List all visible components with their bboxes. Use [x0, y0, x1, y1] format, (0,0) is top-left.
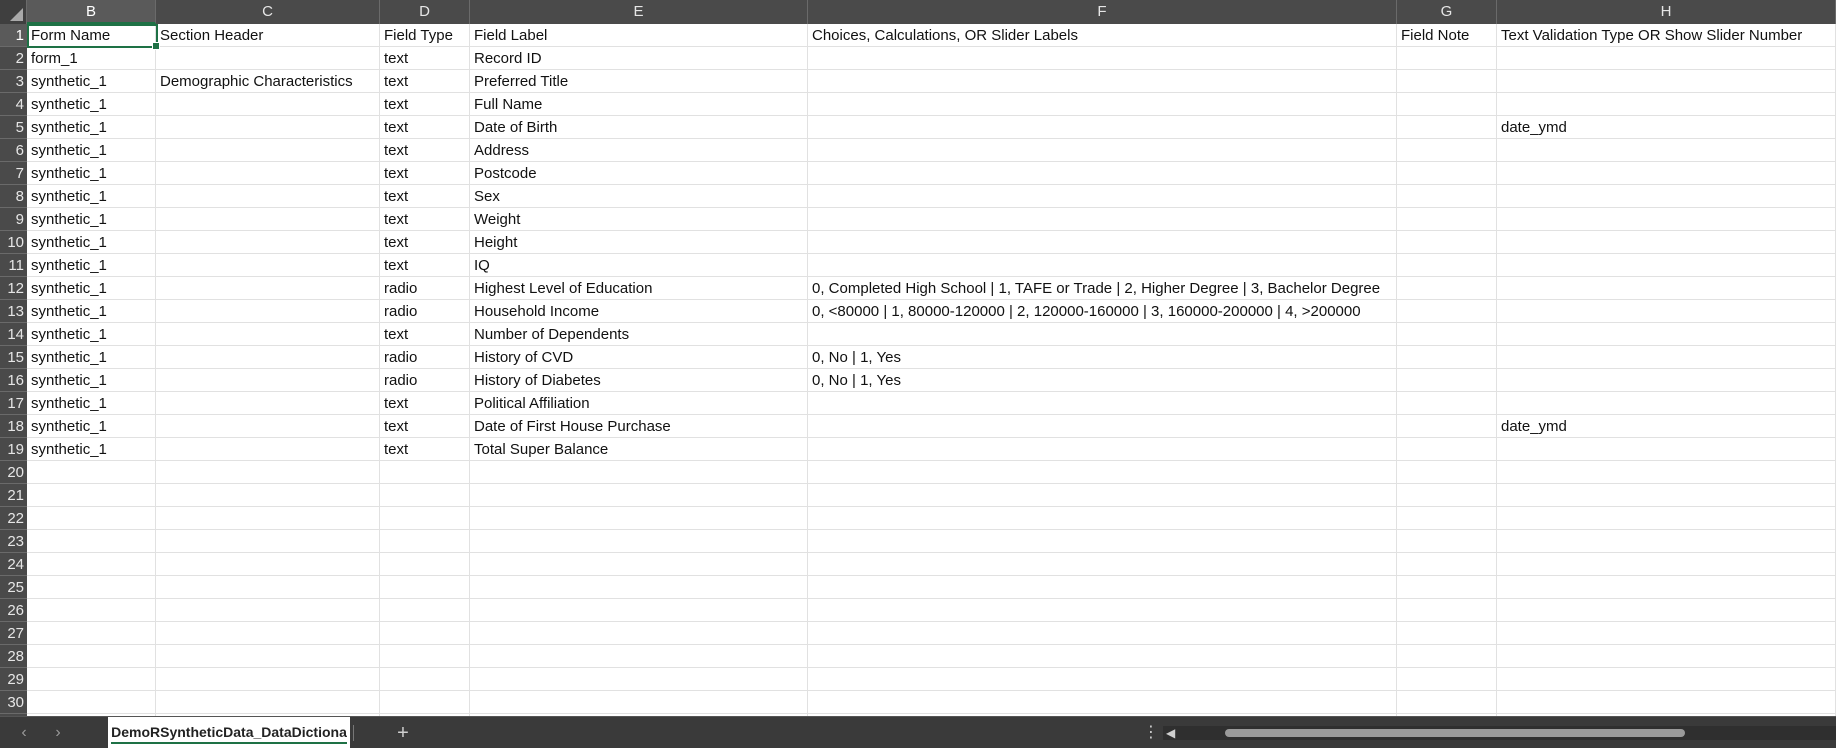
gridline-horizontal — [27, 552, 1836, 553]
gridline-horizontal — [27, 230, 1836, 231]
table-cell[interactable]: radio — [384, 303, 418, 320]
header-cell[interactable]: Section Header — [160, 27, 264, 44]
row-header-10[interactable]: 10 — [0, 231, 27, 254]
vertical-ellipsis-icon[interactable]: ⋮ — [1143, 724, 1159, 741]
table-cell[interactable]: Full Name — [474, 96, 543, 113]
table-cell[interactable]: text — [384, 326, 409, 343]
table-cell[interactable]: synthetic_1 — [31, 395, 107, 412]
table-cell[interactable]: Household Income — [474, 303, 600, 320]
row-header-13[interactable]: 13 — [0, 300, 27, 323]
table-cell[interactable]: synthetic_1 — [31, 326, 107, 343]
table-cell[interactable]: text — [384, 50, 409, 67]
table-cell[interactable]: text — [384, 188, 409, 205]
gridline-horizontal — [27, 621, 1836, 622]
row-header-11[interactable]: 11 — [0, 254, 27, 277]
gridline-horizontal — [27, 506, 1836, 507]
table-cell[interactable]: text — [384, 73, 409, 90]
header-cell[interactable]: Choices, Calculations, OR Slider Labels — [812, 27, 1078, 44]
row-header-28[interactable]: 28 — [0, 645, 27, 668]
table-cell[interactable]: Address — [474, 142, 530, 159]
table-cell[interactable]: synthetic_1 — [31, 257, 107, 274]
table-cell[interactable]: text — [384, 211, 409, 228]
row-header-4[interactable]: 4 — [0, 93, 27, 116]
table-cell[interactable]: synthetic_1 — [31, 418, 107, 435]
row-header-18[interactable]: 18 — [0, 415, 27, 438]
row-header-1[interactable]: 1 — [0, 24, 27, 47]
row-header-27[interactable]: 27 — [0, 622, 27, 645]
row-header-8[interactable]: 8 — [0, 185, 27, 208]
row-header-22[interactable]: 22 — [0, 507, 27, 530]
table-cell[interactable]: Date of Birth — [474, 119, 558, 136]
gridline-horizontal — [27, 713, 1836, 714]
sheet-tab-active[interactable] — [108, 717, 350, 748]
table-cell[interactable]: Height — [474, 234, 518, 251]
row-header-16[interactable]: 16 — [0, 369, 27, 392]
table-cell[interactable]: Date of First House Purchase — [474, 418, 671, 435]
table-cell[interactable]: synthetic_1 — [31, 349, 107, 366]
row-header-30[interactable]: 30 — [0, 691, 27, 714]
row-header-14[interactable]: 14 — [0, 323, 27, 346]
column-header-bar — [0, 0, 1836, 24]
table-cell[interactable]: Sex — [474, 188, 500, 205]
column-header-d[interactable]: D — [380, 0, 470, 24]
row-header-6[interactable]: 6 — [0, 139, 27, 162]
table-cell[interactable]: synthetic_1 — [31, 119, 107, 136]
table-cell[interactable]: radio — [384, 372, 418, 389]
gridline-horizontal — [27, 460, 1836, 461]
gridline-horizontal — [27, 529, 1836, 530]
table-cell[interactable]: synthetic_1 — [31, 73, 107, 90]
table-cell[interactable]: Number of Dependents — [474, 326, 630, 343]
gridline-horizontal — [27, 575, 1836, 576]
header-cell[interactable]: Field Type — [384, 27, 453, 44]
table-cell[interactable]: 0, No | 1, Yes — [812, 349, 901, 366]
row-header-12[interactable]: 12 — [0, 277, 27, 300]
table-cell[interactable]: text — [384, 418, 409, 435]
table-cell[interactable]: form_1 — [31, 50, 78, 67]
table-cell[interactable]: Weight — [474, 211, 521, 228]
header-cell[interactable]: Text Validation Type OR Show Slider Number — [1501, 27, 1803, 44]
table-cell[interactable]: synthetic_1 — [31, 280, 107, 297]
row-header-20[interactable]: 20 — [0, 461, 27, 484]
row-header-29[interactable]: 29 — [0, 668, 27, 691]
row-header-23[interactable]: 23 — [0, 530, 27, 553]
gridline-horizontal — [27, 483, 1836, 484]
column-header-g[interactable]: G — [1397, 0, 1497, 24]
gridline-horizontal — [27, 184, 1836, 185]
plus-icon[interactable]: + — [397, 722, 409, 744]
table-cell[interactable]: text — [384, 142, 409, 159]
row-header-7[interactable]: 7 — [0, 162, 27, 185]
table-cell[interactable]: synthetic_1 — [31, 372, 107, 389]
table-cell[interactable]: synthetic_1 — [31, 303, 107, 320]
row-header-26[interactable]: 26 — [0, 599, 27, 622]
column-header-f[interactable]: F — [808, 0, 1397, 24]
table-cell[interactable]: Highest Level of Education — [474, 280, 653, 297]
gridline-horizontal — [27, 690, 1836, 691]
header-cell[interactable]: Field Label — [474, 27, 548, 44]
gridline-horizontal — [27, 667, 1836, 668]
gridline-horizontal — [27, 598, 1836, 599]
tab-divider — [353, 725, 354, 741]
table-cell[interactable]: radio — [384, 280, 418, 297]
column-header-b[interactable]: B — [27, 0, 156, 24]
table-cell[interactable]: text — [384, 257, 409, 274]
table-cell[interactable]: IQ — [474, 257, 490, 274]
table-cell[interactable]: Preferred Title — [474, 73, 569, 90]
table-cell[interactable]: text — [384, 441, 409, 458]
chevron-left-icon[interactable]: ‹ — [21, 724, 27, 741]
table-cell[interactable]: Demographic Characteristics — [160, 73, 353, 90]
column-header-e[interactable]: E — [470, 0, 808, 24]
gridline-horizontal — [27, 644, 1836, 645]
row-header-24[interactable]: 24 — [0, 553, 27, 576]
table-cell[interactable]: Total Super Balance — [474, 441, 609, 458]
row-header-17[interactable]: 17 — [0, 392, 27, 415]
table-cell[interactable]: synthetic_1 — [31, 234, 107, 251]
table-cell[interactable]: radio — [384, 349, 418, 366]
table-cell[interactable]: synthetic_1 — [31, 142, 107, 159]
header-cell[interactable]: Form Name — [31, 27, 111, 44]
sheet-tab-bar — [0, 716, 1836, 748]
cell-area[interactable] — [27, 24, 1836, 716]
row-header-25[interactable]: 25 — [0, 576, 27, 599]
table-cell[interactable]: synthetic_1 — [31, 96, 107, 113]
header-cell[interactable]: Field Note — [1401, 27, 1470, 44]
table-cell[interactable]: synthetic_1 — [31, 165, 107, 182]
active-cell-outline — [27, 24, 158, 48]
table-cell[interactable]: Postcode — [474, 165, 537, 182]
row-header-bar — [0, 24, 27, 716]
gridline-horizontal — [27, 161, 1836, 162]
table-cell[interactable]: date_ymd — [1501, 119, 1567, 136]
table-cell[interactable]: text — [384, 165, 409, 182]
table-cell[interactable]: text — [384, 234, 409, 251]
table-cell[interactable]: 0, Completed High School | 1, TAFE or Trade | 2, Higher Degree | 3, Bachelor Degree — [812, 280, 1381, 297]
table-cell[interactable]: synthetic_1 — [31, 441, 107, 458]
table-cell[interactable]: text — [384, 395, 409, 412]
column-header-h[interactable]: H — [1497, 0, 1836, 24]
table-cell[interactable]: Record ID — [474, 50, 542, 67]
row-header-19[interactable]: 19 — [0, 438, 27, 461]
table-cell[interactable]: 0, <80000 | 1, 80000-120000 | 2, 120000-160000 | 3, 160000-200000 | 4, >200000 — [812, 303, 1361, 320]
table-cell[interactable]: Political Affiliation — [474, 395, 590, 412]
horizontal-scrollbar-thumb[interactable] — [1225, 729, 1685, 737]
row-header-3[interactable]: 3 — [0, 70, 27, 93]
table-cell[interactable]: date_ymd — [1501, 418, 1567, 435]
table-cell[interactable]: text — [384, 119, 409, 136]
chevron-right-icon[interactable]: › — [55, 724, 61, 741]
table-cell[interactable]: History of Diabetes — [474, 372, 601, 389]
column-header-c[interactable]: C — [156, 0, 380, 24]
row-header-2[interactable]: 2 — [0, 47, 27, 70]
table-cell[interactable]: text — [384, 96, 409, 113]
table-cell[interactable]: synthetic_1 — [31, 188, 107, 205]
table-cell[interactable]: synthetic_1 — [31, 211, 107, 228]
row-header-5[interactable]: 5 — [0, 116, 27, 139]
scroll-left-arrow-icon[interactable]: ◀ — [1166, 726, 1176, 740]
gridline-horizontal — [27, 253, 1836, 254]
select-all-corner[interactable] — [0, 0, 27, 24]
row-header-9[interactable]: 9 — [0, 208, 27, 231]
table-cell[interactable]: 0, No | 1, Yes — [812, 372, 901, 389]
gridline-horizontal — [27, 207, 1836, 208]
sheet-tab-label: DemoRSyntheticData_DataDictiona — [111, 724, 347, 744]
table-cell[interactable]: History of CVD — [474, 349, 574, 366]
row-header-21[interactable]: 21 — [0, 484, 27, 507]
row-header-15[interactable]: 15 — [0, 346, 27, 369]
